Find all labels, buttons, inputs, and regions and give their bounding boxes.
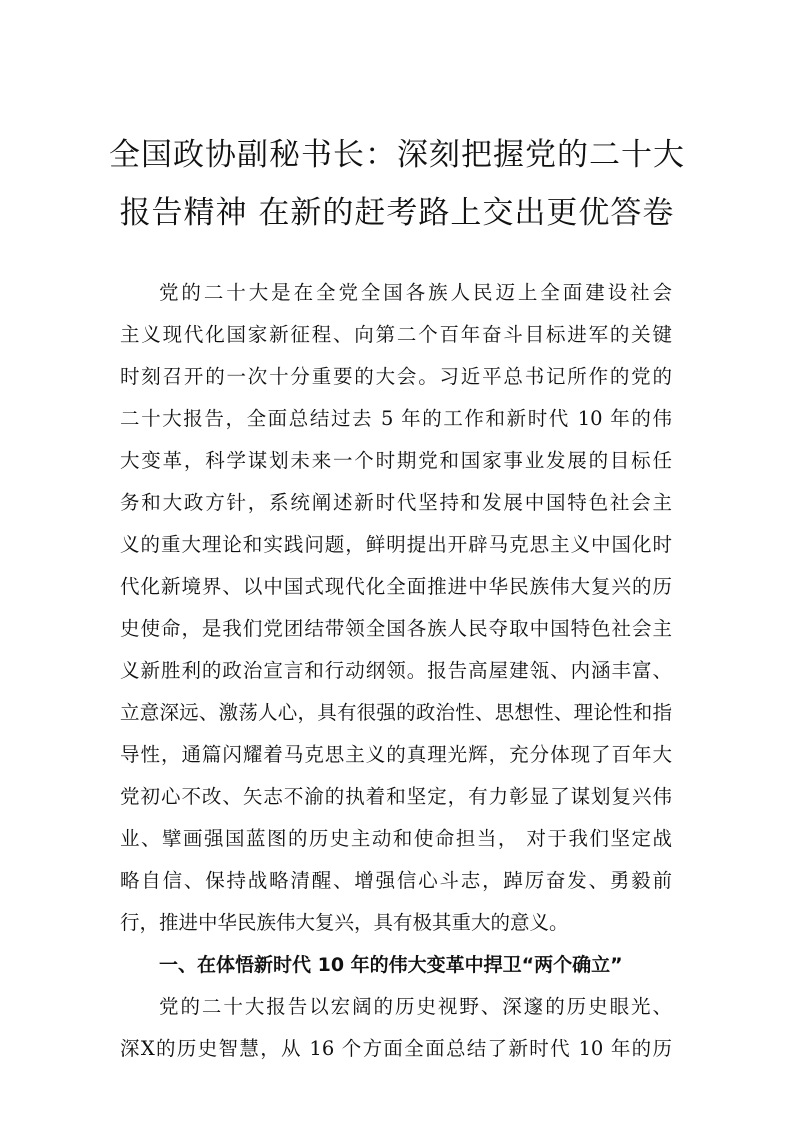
body-line: 行，推进中华民族伟大复兴，具有极其重大的意义。	[120, 911, 569, 934]
body-line: 代化新境界、以中国式现代化全面推进中华民族伟大复兴的历	[120, 575, 672, 598]
body-line: 史使命，是我们党团结带领全国各族人民夺取中国特色社会主	[120, 617, 672, 640]
document-body	[120, 272, 672, 1070]
title-line: 报告精神 在新的赶考路上交出更优答卷	[119, 195, 675, 231]
body-line: 义新胜利的政治宣言和行动纲领。报告高屋建瓴、内涵丰富、	[120, 659, 672, 682]
body-line: 时刻召开的一次十分重要的大会。习近平总书记所作的党的	[120, 365, 672, 388]
body-line: 立意深远、激荡人心，具有很强的政治性、思想性、理论性和指	[120, 701, 672, 724]
document-title	[100, 126, 694, 242]
body-line: 业、擘画强国蓝图的历史主动和使命担当， 对于我们坚定战	[120, 827, 672, 850]
title-line: 全国政协副秘书长：深刻把握党的二十大	[109, 137, 685, 173]
body-line: 义的重大理论和实践问题，鲜明提出开辟马克思主义中国化时	[120, 533, 672, 556]
body-line: 党初心不改、矢志不渝的执着和坚定，有力彰显了谋划复兴伟	[120, 785, 672, 808]
body-line: 二十大报告，全面总结过去 5 年的工作和新时代 10 年的伟	[120, 407, 672, 430]
body-line: 务和大政方针，系统阐述新时代坚持和发展中国特色社会主	[120, 491, 672, 514]
body-line: 主义现代化国家新征程、向第二个百年奋斗目标进军的关键	[120, 323, 672, 346]
body-line: 党的二十大报告以宏阔的历史视野、深邃的历史眼光、	[159, 995, 672, 1018]
body-line: 导性，通篇闪耀着马克思主义的真理光辉，充分体现了百年大	[120, 743, 672, 766]
body-line: 略自信、保持战略清醒、增强信心斗志，踔厉奋发、勇毅前	[120, 869, 672, 892]
body-line: 深X的历史智慧，从 16 个方面全面总结了新时代 10 年的历	[120, 1037, 672, 1060]
section-heading: 一、在体悟新时代 10 年的伟大变革中捍卫“两个确立”	[159, 954, 623, 976]
body-line: 党的二十大是在全党全国各族人民迈上全面建设社会	[159, 281, 672, 304]
body-line: 大变革，科学谋划未来一个时期党和国家事业发展的目标任	[120, 449, 672, 472]
